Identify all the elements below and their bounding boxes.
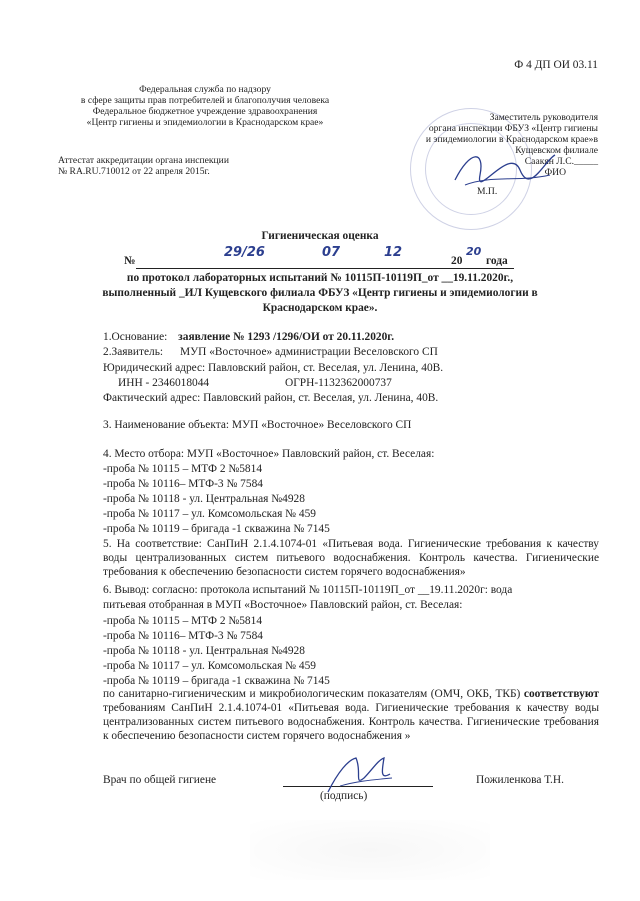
section-5: 5. На соответствие: СанПиН 2.1.4.1074-01 «Питьевая вода. Гигиенические требования к качеству воды централизованных систем питьевого водоснабжения. Контроль качества. Гигиенические требования к обеспечению безопасности систем горячего водоснабжения» — [103, 538, 599, 578]
handwritten-day: 07 — [322, 245, 341, 260]
protocol-line: выполненный _ИЛ Кущевского филиала ФБУЗ «Центр гигиены и эпидемиологии в — [102, 287, 538, 299]
signature-name: Пожиленкова Т.Н. — [476, 774, 564, 786]
signature-caption: (подпись) — [320, 790, 368, 802]
issuer-line: Федеральное бюджетное учреждение здравоохранения — [92, 106, 318, 117]
sample-item: -проба № 10118 - ул. Центральная №4928 — [103, 645, 305, 657]
section-2 — [103, 345, 438, 359]
inn: ИНН - 2346018044 — [118, 377, 210, 389]
sample-item: -проба № 10116– МТФ-3 № 7584 — [103, 478, 263, 490]
section-4 — [103, 447, 434, 536]
issuer-line: Федеральная служба по надзору — [139, 84, 271, 95]
approval-fio: ФИО — [544, 167, 566, 178]
ogrn: ОГРН-1132362000737 — [285, 377, 392, 389]
section-6-line1 — [103, 583, 512, 597]
issuer-block — [40, 84, 370, 128]
sample-item: -проба № 10119 – бригада -1 скважина № 7145 — [103, 523, 330, 535]
protocol-line: по протокол лабораторных испытаний № 10115П-10119П_от __19.11.2020г., — [126, 272, 514, 284]
section-6-samples — [103, 613, 330, 688]
issuer-line: «Центр гигиены и эпидемиологии в Краснодарском крае» — [86, 117, 324, 128]
approval-signature — [450, 140, 560, 195]
year-suffix: года — [486, 255, 508, 267]
form-code: Ф 4 ДП ОИ 03.11 — [514, 59, 598, 71]
conclusion-part2: требованиям СанПиН 2.1.4.1074-01 «Питьевая вода. Гигиенические требования к качеству воды централизованных систем питьевого водоснабжения. Контроль качества. Гигиенические требования к обеспечению безопасности систем горячего водоснабжения » — [103, 702, 599, 742]
section-2-label: 2.Заявитель: — [103, 346, 164, 358]
approval-line: Заместитель руководителя — [489, 112, 598, 123]
handwritten-year: 20 — [466, 245, 482, 258]
sample-item: -проба № 10116– МТФ-3 № 7584 — [103, 630, 263, 642]
section-6-line2: питьевая отобранная в МУП «Восточное» Павловский район, ст. Веселая: — [103, 599, 463, 611]
approval-mp: М.П. — [477, 186, 498, 197]
approval-line: органа инспекции ФБУЗ «Центр гигиены — [428, 123, 598, 134]
issuer-line: в сфере защиты прав потребителей и благополучия человека — [80, 95, 330, 106]
accreditation-line: № RA.RU.710012 от 22 апреля 2015г. — [58, 166, 210, 177]
section-1-label: 1.Основание: — [103, 331, 168, 343]
approval-line: и эпидемиологии в Краснодарском крае»в — [425, 134, 598, 145]
number-sign: № — [124, 255, 136, 267]
approval-line: Кущевском филиале — [515, 145, 598, 156]
sample-item: -проба № 10115 – МТФ 2 №5814 — [103, 615, 263, 627]
section-1 — [103, 330, 394, 344]
sample-item: -проба № 10118 - ул. Центральная №4928 — [103, 493, 305, 505]
section-6-line1-text: 6. Вывод: согласно: протокола испытаний № 10115П-10119П_от __19.11.2020г: вода — [103, 584, 513, 596]
actual-address: Фактический адрес: Павловский район, ст. Веселая, ул. Ленина, 40В. — [103, 392, 439, 404]
handwritten-month: 12 — [384, 245, 403, 260]
accreditation-block — [58, 155, 229, 177]
accreditation-line: Аттестат аккредитации органа инспекции — [58, 155, 229, 166]
section-3: 3. Наименование объекта: МУП «Восточное» Веселовского СП — [103, 419, 412, 431]
section-2-value: МУП «Восточное» администрации Веселовского СП — [179, 346, 438, 358]
signature-role: Врач по общей гигиене — [103, 774, 217, 786]
section-1-value: заявление № 1293 /1296/ОИ от 20.11.2020г. — [178, 331, 395, 343]
conclusion-part1: по санитарно-гигиеническим и микробиологическим показателям (ОМЧ, ОКБ, ТКБ) — [103, 688, 524, 700]
section-6-conclusion — [103, 687, 599, 743]
number-line — [124, 245, 544, 270]
legal-address: Юридический адрес: Павловский район, ст. Веселая, ул. Ленина, 40В. — [103, 362, 444, 374]
approval-line: Саакян Л.С._____ — [524, 156, 598, 167]
conclusion-bold: соответствуют — [523, 688, 599, 700]
handwritten-number: 29/26 — [224, 245, 265, 260]
year-prefix: 20 — [451, 255, 463, 267]
number-underline — [136, 268, 514, 269]
sample-item: -проба № 10117 – ул. Комсомольская № 459 — [103, 660, 316, 672]
section-4-text: 4. Место отбора: МУП «Восточное» Павловский район, ст. Веселая: — [103, 448, 435, 460]
sample-item: -проба № 10117 – ул. Комсомольская № 459 — [103, 508, 316, 520]
sample-item: -проба № 10115 – МТФ 2 №5814 — [103, 463, 263, 475]
protocol-line: Краснодарском крае». — [262, 302, 378, 314]
background-smudge — [250, 820, 490, 880]
sample-item: -проба № 10119 – бригада -1 скважина № 7145 — [103, 675, 330, 687]
doctor-signature — [320, 752, 400, 800]
document-title: Гигиеническая оценка — [261, 230, 379, 242]
